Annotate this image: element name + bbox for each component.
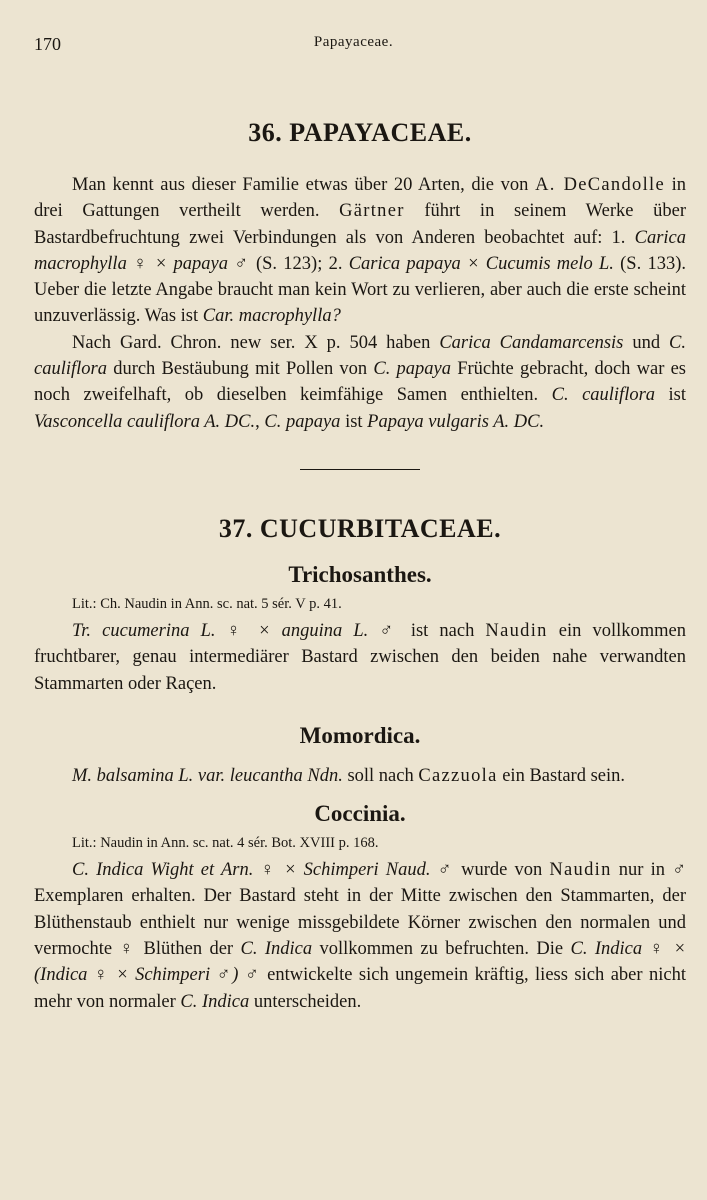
species-name: Vasconcella cauliflora A. DC. (34, 411, 256, 432)
literature-reference: Lit.: Ch. Naudin in Ann. sc. nat. 5 sér. V p. 41. (72, 595, 342, 612)
text-run: (S. 123); 2. (249, 253, 349, 274)
genus-heading-coccinia: Coccinia. (314, 801, 406, 827)
text-run: ein vollkommen fruchtbarer, genau intermediärer Bastard zwischen den beiden nahe verwandten Stammarten oder Raçen. (34, 620, 687, 694)
chapter-heading-papayaceae: 36. PAPAYACEAE. (248, 118, 472, 147)
paragraph-momordica (34, 763, 686, 789)
species-name: Carica papaya × Cucumis melo L. (348, 253, 614, 274)
author-name: Gärtner (339, 201, 405, 222)
page-body (34, 118, 686, 1015)
author-name: Naudin (549, 860, 612, 881)
species-name: Carica macrophylla ♀ × papaya ♂ (34, 227, 686, 274)
genus-heading-momordica: Momordica. (299, 722, 421, 748)
text-run: in drei Gattungen vertheilt werden. (34, 175, 687, 222)
species-name: C. papaya (264, 411, 341, 432)
literature-reference: Lit.: Naudin in Ann. sc. nat. 4 sér. Bot. XVIII p. 168. (72, 835, 379, 852)
species-name: M. balsamina L. var. leucantha Ndn. (72, 765, 343, 786)
species-name: C. Indica (180, 991, 250, 1012)
page-number: 170 (34, 34, 61, 54)
text-run: entwickelte sich ungemein kräftig, liess sich aber nicht mehr von normaler (34, 965, 686, 1012)
species-name: C. papaya (373, 359, 452, 380)
section-divider (300, 469, 420, 470)
species-name: C. Indica Wight et Arn. ♀ × Schimperi Naud. ♂ (72, 860, 454, 881)
text-run: vollkommen zu befruchten. Die (312, 939, 571, 960)
species-name: C. Indica ♀ × (Indica ♀ × Schimperi ♂) ♂ (34, 939, 687, 986)
species-name: Papaya vulgaris A. DC. (367, 411, 545, 432)
chapter-heading-cucurbitaceae: 37. CUCURBITACEAE. (218, 513, 502, 543)
species-name: Tr. cucumerina L. ♀ × anguina L. ♂ (72, 620, 400, 641)
text-run: und (623, 332, 670, 353)
running-title: Papayaceae. (313, 34, 394, 50)
text-run: Man kennt aus dieser Familie etwas über 20 Arten, die von (72, 175, 536, 195)
species-name: Car. macrophylla? (202, 306, 341, 327)
text-run: Nach Gard. Chron. new ser. X p. 504 haben (72, 332, 440, 353)
paragraph-papayaceae-gard-chron (34, 330, 686, 435)
text-run: , (255, 411, 265, 432)
genus-heading-trichosanthes: Trichosanthes. (288, 561, 432, 587)
paragraph-papayaceae-intro (34, 172, 686, 330)
species-name: C. cauliflora (551, 385, 656, 406)
species-name: Carica Candamarcensis (439, 332, 624, 353)
text-run: (S. 133). Ueber die letzte Angabe braucht man kein Wort zu verlieren, aber auch die erste scheint unzuverlässig. Was ist (34, 253, 687, 327)
text-run: ist (340, 411, 368, 432)
text-run: soll nach (342, 765, 419, 786)
text-run: ist nach (399, 620, 486, 641)
text-run: unterscheiden. (249, 991, 362, 1012)
text-run: wurde von (454, 860, 550, 881)
author-name: A. DeCandolle (535, 175, 665, 195)
text-run: führt in seinem Werke über Bastardbefruchtung zwei Verbindungen als von Anderen beobachtet auf: 1. (34, 201, 686, 248)
text-run: ist (655, 385, 687, 406)
paragraph-coccinia (34, 857, 686, 1015)
paragraph-trichosanthes (34, 618, 686, 697)
text-run: durch Bestäubung mit Pollen von (106, 359, 374, 380)
species-name: C. cauliflora (34, 332, 686, 380)
author-name: Naudin (485, 620, 548, 641)
species-name: C. Indica (240, 939, 313, 960)
text-run: ein Bastard sein. (497, 765, 626, 786)
text-run: nur in ♂ Exemplaren erhalten. Der Bastard steht in der Mitte zwischen den Stammarten, der Blüthenstaub enthielt nur wenige missgebildete Körner zwischen den normalen und vermochte ♀ Blüthen der (34, 860, 686, 960)
page-header (34, 34, 673, 58)
text-run: Früchte gebracht, doch war es noch zweifelhaft, ob dieselben keimfähige Samen enthielten. (34, 359, 686, 406)
author-name: Cazzuola (418, 765, 498, 786)
